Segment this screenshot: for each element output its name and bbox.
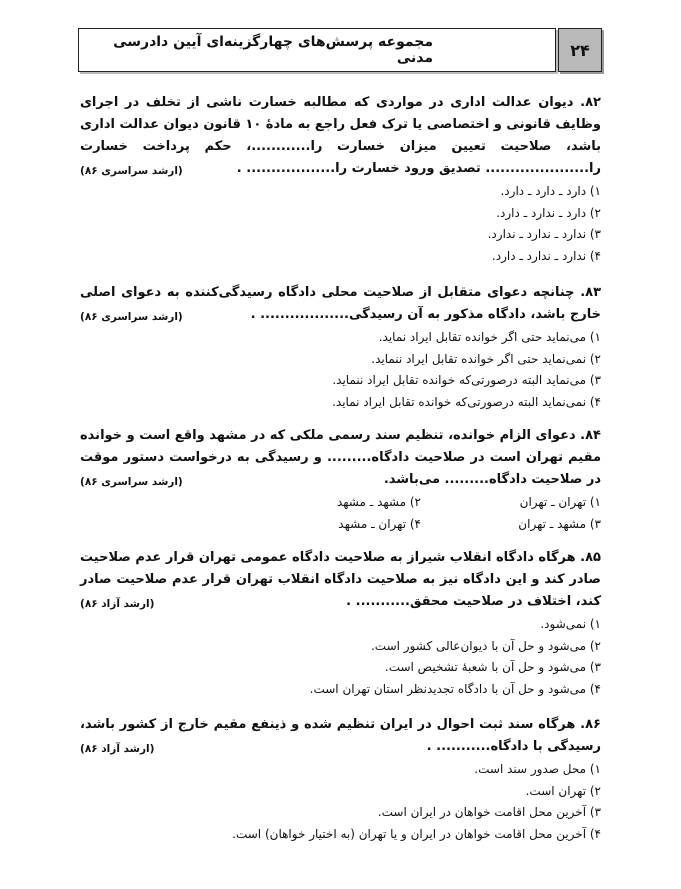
options-list: [80, 327, 601, 413]
question-number: ۸۶.: [580, 717, 601, 732]
page-header: [78, 28, 602, 72]
option-4[interactable]: ۴) نمی‌نماید البته درصورتی‌که خوانده تقابل ایراد نماید.: [332, 394, 601, 409]
question-text: چنانچه دعوای متقابل از صلاحیت محلی دادگاه رسیدگی‌کننده به دعوای اصلی خارج باشد، دادگاه مذکور به آن رسیدگی.................. .: [80, 285, 601, 322]
question-text: دیوان عدالت اداری در مواردی که مطالبه خسارت ناشی از تخلف در اجرای وظایف قانونی و اختصاصی یا ترک فعل راجع به مادهٔ ۱۰ قانون دیوان عدالت اداری باشد، صلاحیت تعیین میزان خسارت را............، حکم پرداخت خسارت را..................... تصدیق ورود خسارت را.................. .: [80, 95, 601, 176]
question-82: [80, 92, 601, 267]
question-number: ۸۳.: [580, 285, 602, 300]
question-stem: [80, 282, 601, 326]
option-4[interactable]: ۴) می‌شود و حل آن با دادگاه تجدیدنظر استان تهران است.: [309, 681, 601, 696]
page-number: ۲۴: [558, 28, 602, 72]
option-3[interactable]: ۳) ندارد ـ ندارد ـ ندارد.: [487, 227, 601, 241]
option-3[interactable]: ۳) می‌شود و حل آن با شعبهٔ تشخیص است.: [384, 660, 601, 674]
question-text: دعوای الزام خوانده، تنظیم سند رسمی ملکی که در مشهد واقع است و خوانده مقیم تهران است در صلاحیت دادگاه......... و رسیدگی به درخواست دستور موقت در صلاحیت دادگاه......... می‌باشد.: [80, 428, 601, 487]
option-2[interactable]: ۲) نمی‌نماید حتی اگر خوانده تقابل ایراد ننماید.: [371, 351, 601, 366]
option-4[interactable]: ۴) تهران ـ مشهد: [338, 516, 421, 531]
question-number: ۸۴.: [580, 428, 601, 443]
option-2[interactable]: ۲) دارد ـ ندارد ـ دارد.: [496, 205, 601, 220]
question-text: هرگاه سند ثبت احوال در ایران تنظیم شده و ذینفع مقیم خارج از کشور باشد، رسیدگی با دادگاه........... .: [80, 717, 601, 754]
option-1[interactable]: ۱) نمی‌شود.: [540, 617, 601, 631]
option-3[interactable]: ۳) می‌نماید البته درصورتی‌که خوانده تقابل ایراد ننماید.: [332, 373, 601, 387]
question-85: [80, 547, 601, 700]
option-1[interactable]: ۱) تهران ـ تهران: [519, 495, 601, 509]
option-4[interactable]: ۴) آخرین محل اقامت خواهان در ایران و یا تهران (به اختیار خواهان) است.: [232, 826, 601, 841]
question-number: ۸۲.: [580, 95, 601, 110]
question-stem: [80, 547, 601, 613]
question-stem: [80, 92, 601, 180]
option-1[interactable]: ۱) دارد ـ دارد ـ دارد.: [500, 184, 601, 198]
question-86: [80, 714, 601, 845]
option-2[interactable]: ۲) می‌شود و حل آن با دیوان‌عالی کشور است.: [370, 638, 601, 653]
question-stem: [80, 425, 601, 491]
book-title: مجموعه پرسش‌های چهارگزینه‌ای آیین دادرسی مدنی: [113, 34, 433, 66]
exam-source: (ارشد آزاد ۸۶): [80, 598, 155, 610]
options-list: [80, 181, 601, 267]
option-3[interactable]: ۳) آخرین محل اقامت خواهان در ایران است.: [377, 805, 601, 819]
question-number: ۸۵.: [580, 550, 601, 565]
question-text: هرگاه دادگاه انقلاب شیراز به صلاحیت دادگاه عمومی تهران قرار عدم صلاحیت صادر کند و این دادگاه نیز به صلاحیت دادگاه انقلاب تهران قرار عدم صلاحیت صادر کند، اختلاف در صلاحیت محقق........... .: [80, 550, 601, 609]
option-1[interactable]: ۱) می‌نماید حتی اگر خوانده تقابل ایراد نماید.: [378, 330, 601, 344]
question-stem: [80, 714, 601, 758]
exam-source: (ارشد آزاد ۸۶): [80, 743, 155, 755]
options-grid: [241, 492, 601, 535]
options-list: [80, 614, 601, 700]
header-box: [78, 28, 556, 72]
exam-source: (ارشد سراسری ۸۶): [80, 476, 183, 488]
option-3[interactable]: ۳) مشهد ـ تهران: [518, 516, 601, 531]
option-4[interactable]: ۴) ندارد ـ ندارد ـ دارد.: [491, 248, 601, 263]
question-84: [80, 425, 601, 535]
exam-source: (ارشد سراسری ۸۶): [80, 165, 183, 177]
option-2[interactable]: ۲) مشهد ـ مشهد: [336, 495, 421, 509]
question-83: [80, 282, 601, 413]
option-1[interactable]: ۱) محل صدور سند است.: [474, 762, 601, 776]
exam-source: (ارشد سراسری ۸۶): [80, 311, 183, 323]
option-2[interactable]: ۲) تهران است.: [525, 783, 601, 798]
options-list: [80, 759, 601, 845]
